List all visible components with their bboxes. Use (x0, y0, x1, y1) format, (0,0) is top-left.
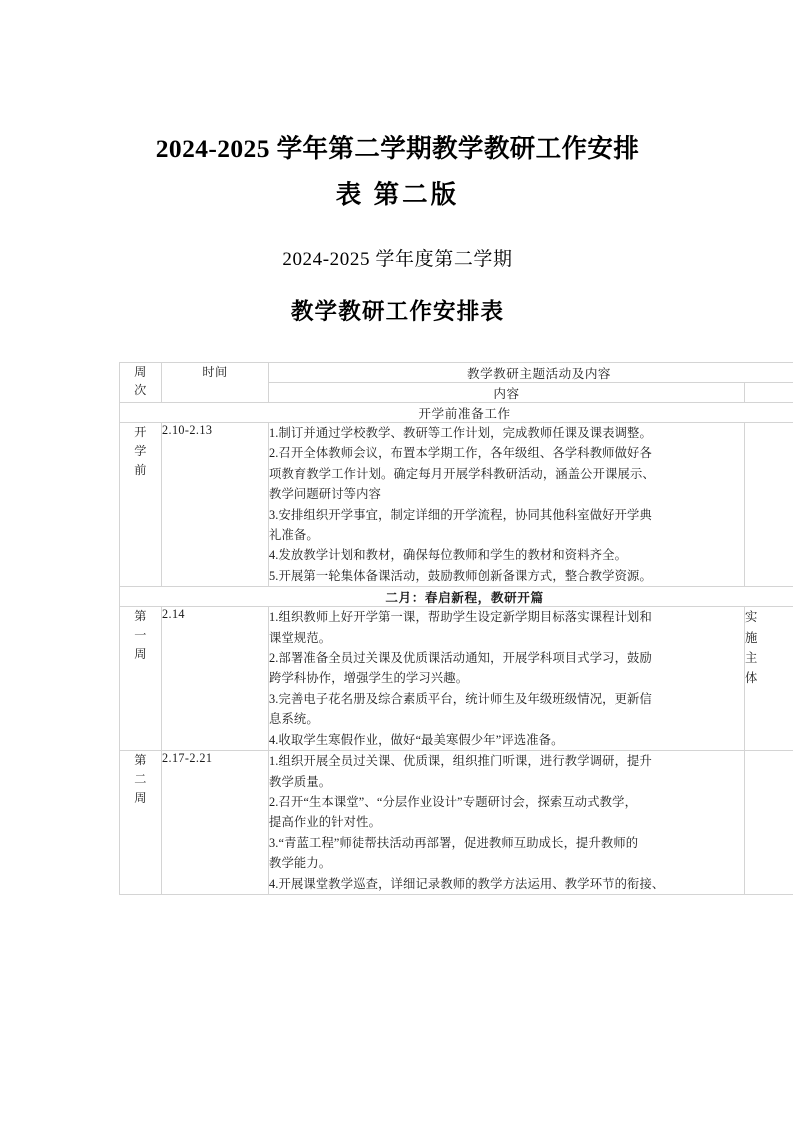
week-char: 学 (134, 444, 147, 458)
header-week-char-1: 周 (134, 365, 147, 379)
banner-february: 二月：春启新程，教研开篇 (120, 587, 793, 607)
cell-week (120, 751, 162, 895)
content-line: 2.召开“生本课堂”、“分层作业设计”专题研讨会，探索互动式教学， (269, 794, 638, 809)
week-char: 第 (134, 753, 147, 768)
cell-content (269, 607, 745, 751)
header-time: 时间 (162, 363, 269, 403)
content-line: 4.发放教学计划和教材，确保每位教师和学生的教材和资料齐全。 (269, 548, 628, 563)
document-subtitle-line-2: 教学教研工作安排表 (290, 299, 505, 324)
week-char: 周 (134, 791, 147, 806)
header-week (120, 363, 162, 403)
banner-row-february (120, 587, 793, 607)
cell-time: 2.10-2.13 (162, 423, 269, 587)
extra-line: 体 (745, 671, 758, 686)
header-main-topic: 教学教研主题活动及内容 (269, 363, 793, 383)
content-line: 3.“青蓝工程”师徒帮扶活动再部署，促进教师互助成长，提升教师的 (269, 835, 639, 850)
content-line: 1.制订并通过学校教学、教研等工作计划，完成教师任课及课表调整。 (269, 426, 652, 440)
table-row (120, 751, 793, 895)
header-content: 内容 (269, 383, 745, 403)
schedule-table (119, 362, 793, 895)
content-line: 5.开展第一轮集体备课活动，鼓励教师创新备课方式，整合教学资源。 (269, 568, 652, 583)
table-row (120, 423, 793, 587)
content-line: 项教育教学工作计划。确定每月开展学科教研活动，涵盖公开课展示、 (269, 466, 655, 481)
document-subtitle-line-1: 2024-2025 学年度第二学期 (282, 249, 513, 270)
cell-extra (745, 423, 793, 587)
content-line: 教学能力。 (269, 856, 332, 871)
week-char: 第 (134, 609, 147, 624)
content-line: 息系统。 (269, 712, 319, 727)
cell-extra (745, 607, 793, 751)
content-line: 教学质量。 (269, 774, 332, 789)
cell-week (120, 423, 162, 587)
extra-line: 施 (745, 630, 758, 645)
week-char: 二 (134, 772, 147, 787)
week-char: 一 (134, 628, 147, 643)
content-line: 教学问题研讨等内容 (269, 487, 382, 502)
content-line: 1.组织开展全员过关课、优质课，组织推门听课，进行教学调研，提升 (269, 754, 652, 769)
content-line: 3.安排组织开学事宜，制定详细的开学流程，协同其他科室做好开学典 (269, 507, 652, 522)
cell-time: 2.17-2.21 (162, 751, 269, 895)
content-line: 4.开展课堂教学巡查，详细记录教师的教学方法运用、教学环节的衔接、 (269, 876, 665, 891)
header-week-char-2: 次 (134, 383, 147, 397)
content-line: 2.部署准备全员过关课及优质课活动通知，开展学科项目式学习，鼓励 (269, 651, 652, 666)
content-line: 4.收取学生寒假作业，做好“最美寒假少年”评选准备。 (269, 732, 564, 747)
document-title-line-2: 表 第二版 (335, 180, 460, 209)
document-title-line-1: 2024-2025 学年第二学期教学教研工作安排 (155, 134, 640, 163)
banner-row-pre-term (120, 403, 793, 423)
document-title (105, 126, 690, 218)
cell-week (120, 607, 162, 751)
extra-line: 主 (745, 651, 758, 666)
content-line: 礼准备。 (269, 528, 319, 543)
cell-extra (745, 751, 793, 895)
content-line: 2.召开全体教师会议，布置本学期工作，各年级组、各学科教师做好各 (269, 446, 652, 461)
schedule-table-wrapper (119, 362, 793, 895)
content-line: 课堂规范。 (269, 630, 332, 645)
header-content-extra (745, 383, 793, 403)
content-line: 跨学科协作，增强学生的学习兴趣。 (269, 671, 469, 686)
extra-line: 实 (745, 610, 758, 625)
cell-content (269, 423, 745, 587)
content-line: 1.组织教师上好开学第一课，帮助学生设定新学期目标落实课程计划和 (269, 610, 652, 625)
week-char: 前 (134, 463, 147, 477)
banner-pre-term: 开学前准备工作 (120, 403, 793, 423)
content-line: 提高作业的针对性。 (269, 815, 382, 830)
content-line: 3.完善电子花名册及综合素质平台，统计师生及年级班级情况，更新信 (269, 691, 652, 706)
schedule-table-body (120, 363, 793, 895)
table-header-row (120, 363, 793, 383)
week-char: 周 (134, 647, 147, 662)
table-row (120, 607, 793, 751)
cell-time: 2.14 (162, 607, 269, 751)
cell-content (269, 751, 745, 895)
week-char: 开 (134, 425, 147, 439)
